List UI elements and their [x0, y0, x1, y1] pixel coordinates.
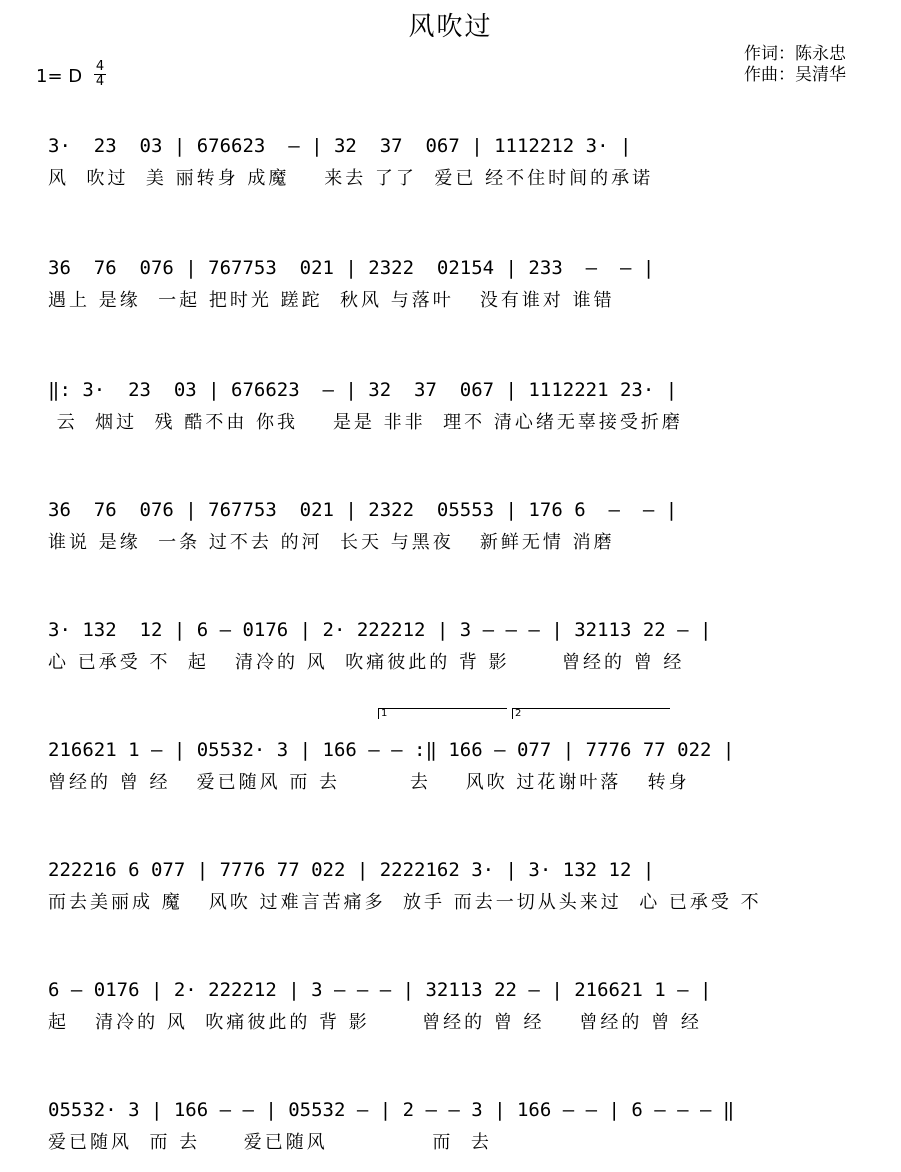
- time-signature: [92, 60, 108, 89]
- lyric-line: 遇上 是缘 一起 把时光 蹉跎 秋风 与落叶 没有谁对 谁错: [48, 290, 615, 311]
- time-signature-top: 4: [95, 59, 105, 74]
- score-system-8: [0, 972, 901, 1052]
- lyric-line: 而去美丽成 魔 风吹 过难言苦痛多 放手 而去一切从头来过 心 已承受 不: [48, 892, 762, 913]
- notation-line: 36 76 076 | 767753 021 | 2322 02154 | 233 — — |: [48, 257, 655, 279]
- composer-credit: 作曲：吴清华: [744, 65, 846, 85]
- second-ending-bracket: 2: [512, 708, 670, 719]
- song-title: 风吹过: [408, 12, 493, 42]
- score-system-4: [0, 492, 901, 572]
- score-system-9: [0, 1092, 901, 1172]
- notation-line: 216621 1 — | 05532· 3 | 166 — — :‖ 166 — 077 | 7776 77 022 |: [48, 739, 735, 761]
- score-system-7: [0, 852, 901, 932]
- notation-line: 3· 132 12 | 6 — 0176 | 2· 222212 | 3 — — — | 32113 22 — |: [48, 619, 712, 641]
- score-system-5: [0, 612, 901, 692]
- credits: [744, 44, 846, 86]
- lyricist-credit: 作词：陈永忠: [744, 44, 846, 64]
- key-signature: 1= D: [36, 66, 83, 87]
- notation-line: 3· 23 03 | 676623 — | 32 37 067 | 1112212 3· |: [48, 135, 632, 157]
- notation-line: ‖: 3· 23 03 | 676623 — | 32 37 067 | 1112221 23· |: [48, 379, 678, 401]
- first-ending-bracket: 1: [378, 708, 507, 719]
- notation-line: 6 — 0176 | 2· 222212 | 3 — — — | 32113 22 — | 216621 1 — |: [48, 979, 712, 1001]
- time-signature-bottom: 4: [95, 74, 105, 89]
- notation-line: 05532· 3 | 166 — — | 05532 — | 2 — — 3 | 166 — — | 6 — — — ‖: [48, 1099, 735, 1121]
- lyric-line: 心 已承受 不 起 清冷的 风 吹痛彼此的 背 影 曾经的 曾 经: [48, 652, 685, 673]
- lyric-line: 风 吹过 美 丽转身 成魔 来去 了了 爱已 经不住时间的承诺: [48, 168, 654, 189]
- score-system-3: [0, 372, 901, 452]
- score-system-2: [0, 250, 901, 330]
- notation-line: 222216 6 077 | 7776 77 022 | 2222162 3· | 3· 132 12 |: [48, 859, 655, 881]
- lyric-line: 曾经的 曾 经 爱已随风 而 去 去 风吹 过花谢叶落 转身: [48, 772, 690, 793]
- lyric-line: 云 烟过 残 酷不由 你我 是是 非非 理不 清心绪无辜接受折磨: [48, 412, 683, 433]
- lyric-line: 爱已随风 而 去 爱已随风 而 去: [48, 1132, 492, 1153]
- score-system-1: [0, 128, 901, 208]
- lyric-line: 谁说 是缘 一条 过不去 的河 长天 与黑夜 新鲜无情 消磨: [48, 532, 615, 553]
- notation-line: 36 76 076 | 767753 021 | 2322 05553 | 176 6 — — |: [48, 499, 678, 521]
- lyric-line: 起 清冷的 风 吹痛彼此的 背 影 曾经的 曾 经 曾经的 曾 经: [48, 1012, 702, 1033]
- score-system-6: [0, 708, 901, 812]
